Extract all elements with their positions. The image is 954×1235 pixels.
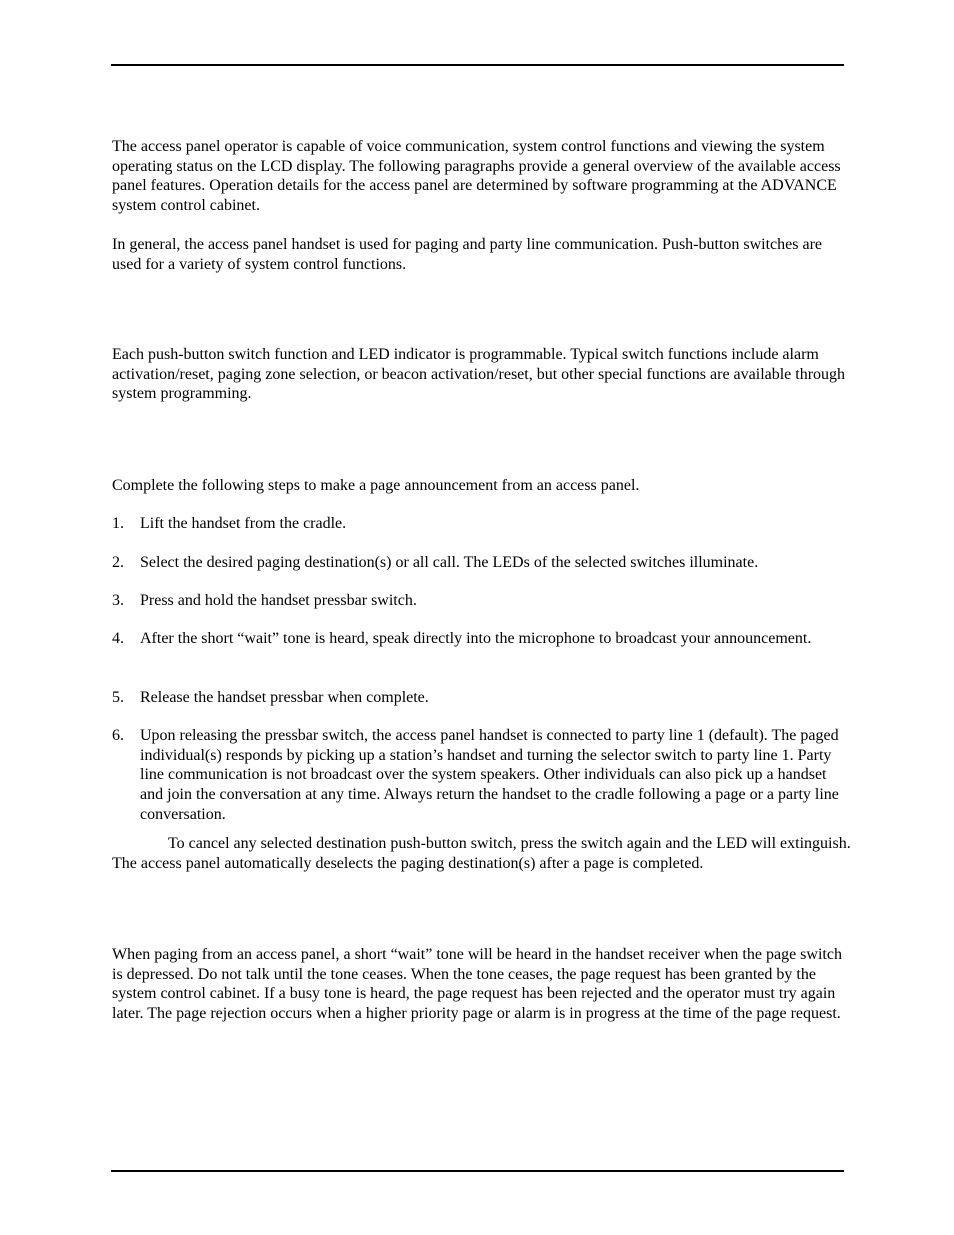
intro-paragraph-1: The access panel operator is capable of voice communication, system control functions and viewing the system operating status on the LCD display. The following paragraphs provide a general overview of the available access panel features. Operation details for the access panel are determined by software programming at the ADVANCE system control cabinet. (112, 138, 841, 215)
step-5 (112, 688, 852, 708)
header-rule (111, 64, 844, 66)
step-3 (112, 591, 852, 611)
step-number: 4. (112, 630, 124, 647)
step-text: Lift the handset from the cradle. (140, 515, 347, 532)
step-4 (112, 629, 852, 649)
footer-rule (111, 1170, 844, 1172)
switches-paragraph: Each push-button switch function and LED indicator is programmable. Typical switch functions include alarm activation/reset, paging zone selection, or beacon activation/reset, but other special functions are available through system programming. (112, 346, 846, 403)
paging-intro: Complete the following steps to make a page announcement from an access panel. (112, 477, 640, 494)
paging-note: To cancel any selected destination push-button switch, press the switch again and the LED will extinguish. The access panel automatically deselects the paging destination(s) after a page is completed. (112, 835, 851, 872)
step-number: 1. (112, 515, 124, 532)
intro-paragraph-2: In general, the access panel handset is used for paging and party line communication. Push-button switches are used for a variety of system control functions. (112, 236, 823, 273)
step-number: 3. (112, 592, 124, 609)
step-1 (112, 514, 852, 534)
step-number: 5. (112, 689, 124, 706)
step-text: Release the handset pressbar when complete. (140, 689, 429, 706)
step-2 (112, 553, 852, 573)
step-text: Press and hold the handset pressbar switch. (140, 592, 417, 609)
step-number: 6. (112, 727, 124, 744)
step-text: Upon releasing the pressbar switch, the access panel handset is connected to party line 1 (default). The paged individual(s) responds by picking up a station’s handset and turning the selector switch to party line 1. Party line communication is not broadcast over the system speakers. Other individuals can also pick up a handset and join the conversation at any time. Always return the handset to the cradle following a page or a party line conversation. (140, 727, 839, 823)
step-text: Select the desired paging destination(s) or all call. The LEDs of the selected switches illuminate. (140, 554, 759, 571)
step-6 (112, 726, 852, 825)
step-number: 2. (112, 554, 124, 571)
step-text: After the short “wait” tone is heard, speak directly into the microphone to broadcast your announcement. (140, 630, 812, 647)
tones-paragraph: When paging from an access panel, a short “wait” tone will be heard in the handset receiver when the page switch is depressed. Do not talk until the tone ceases. When the tone ceases, the page request has been granted by the system control cabinet. If a busy tone is heard, the page request has been rejected and the operator must try again later. The page rejection occurs when a higher priority page or alarm is in progress at the time of the page request. (112, 946, 842, 1023)
